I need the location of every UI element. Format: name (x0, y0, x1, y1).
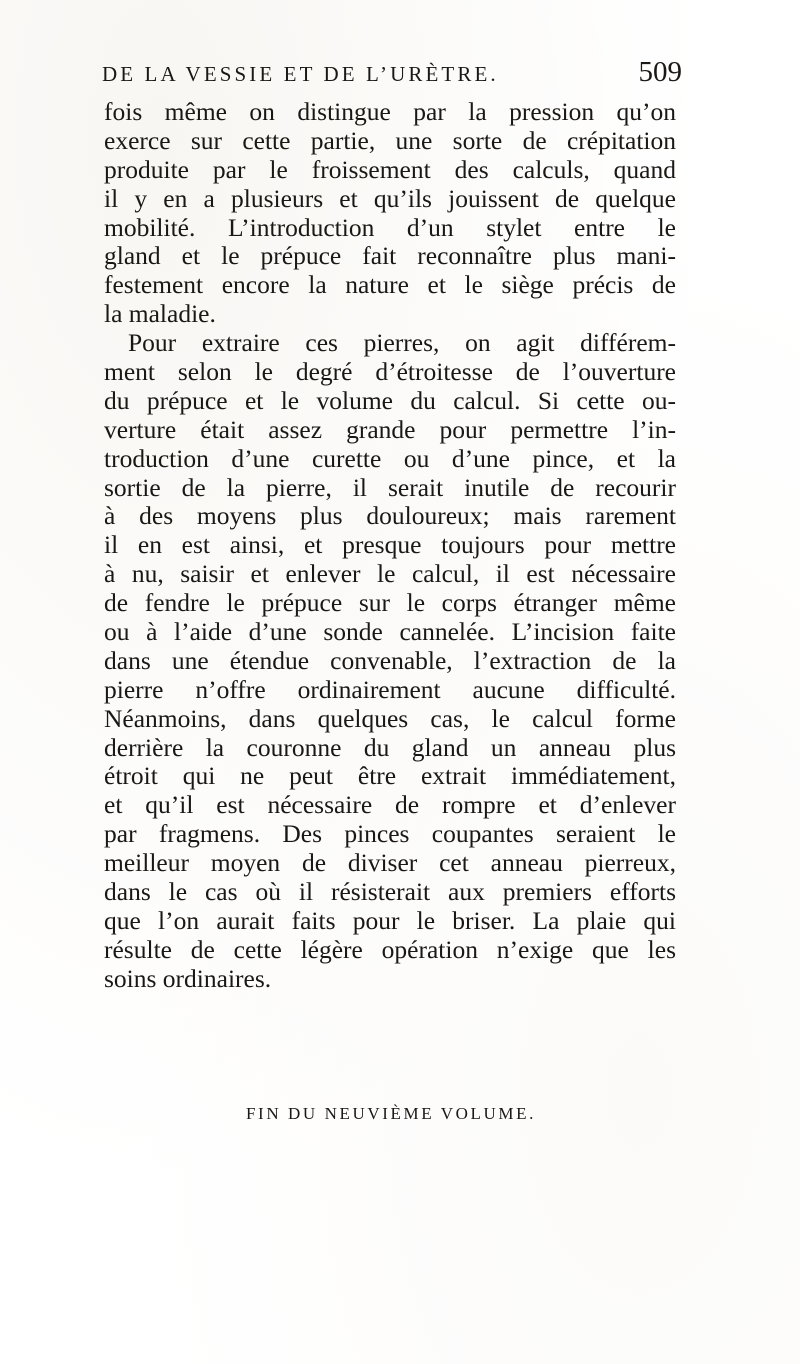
text-line: résulte de cette légère opération n’exige que les (104, 934, 676, 964)
text-line: et qu’il est nécessaire de rompre et d’enlever (104, 790, 676, 820)
paragraph-last-line: soins ordinaires. (104, 963, 272, 993)
text-line: dans une étendue convenable, l’extraction de la (104, 645, 676, 675)
text-line: produite par le froissement des calculs, quand (104, 154, 676, 184)
text-line: derrière la couronne du gland un anneau plus (104, 732, 676, 762)
text-line: à des moyens plus douloureux; mais rarement (104, 501, 676, 531)
text-line: il y en a plusieurs et qu’ils jouissent de quelque (104, 183, 676, 213)
end-of-volume-note: FIN DU NEUVIÈME VOLUME. (246, 1104, 536, 1123)
text-line: verture était assez grande pour permettre l’in- (104, 414, 676, 444)
text-line: festement encore la nature et le siège précis de (104, 270, 676, 300)
text-line: ou à l’aide d’une sonde cannelée. L’incision faite (104, 617, 676, 647)
text-line: meilleur moyen de diviser cet anneau pierreux, (104, 848, 676, 878)
text-line: fois même on distingue par la pression qu’on (104, 97, 676, 126)
text-line: Néanmoins, dans quelques cas, le calcul forme (104, 703, 676, 733)
text-line: pierre n’offre ordinairement aucune difficulté. (104, 674, 676, 704)
text-line: ment selon le degré d’étroitesse de l’ouverture (104, 357, 676, 387)
text-line: du prépuce et le volume du calcul. Si cette ou- (104, 385, 676, 415)
running-title: DE LA VESSIE ET DE L’URÈTRE. (102, 62, 499, 86)
paragraph-last-line: la maladie. (104, 299, 216, 329)
text-line: exerce sur cette partie, une sorte de crépitation (104, 125, 676, 155)
text-line: par fragmens. Des pinces coupantes seraient le (104, 819, 676, 849)
text-line: dans le cas où il résisterait aux premiers efforts (104, 877, 676, 907)
text-line: de fendre le prépuce sur le corps étranger même (104, 588, 676, 618)
text-line: troduction d’une curette ou d’une pince, et la (104, 443, 676, 473)
text-line: gland et le prépuce fait reconnaître plus mani- (104, 241, 676, 271)
text-line: mobilité. L’introduction d’un stylet entre le (104, 212, 676, 242)
running-head (102, 50, 682, 90)
text-line: étroit qui ne peut être extrait immédiatement, (104, 761, 676, 791)
paragraph-first-line: Pour extraire ces pierres, on agit différem- (128, 328, 676, 358)
text-line: à nu, saisir et enlever le calcul, il est nécessaire (104, 559, 676, 589)
body-text (104, 98, 676, 994)
page-number: 509 (638, 56, 682, 88)
text-line: que l’on aurait faits pour le briser. La plaie qui (104, 905, 676, 935)
text-line: il en est ainsi, et presque toujours pour mettre (104, 530, 676, 560)
text-line: sortie de la pierre, il serait inutile de recourir (104, 472, 676, 502)
